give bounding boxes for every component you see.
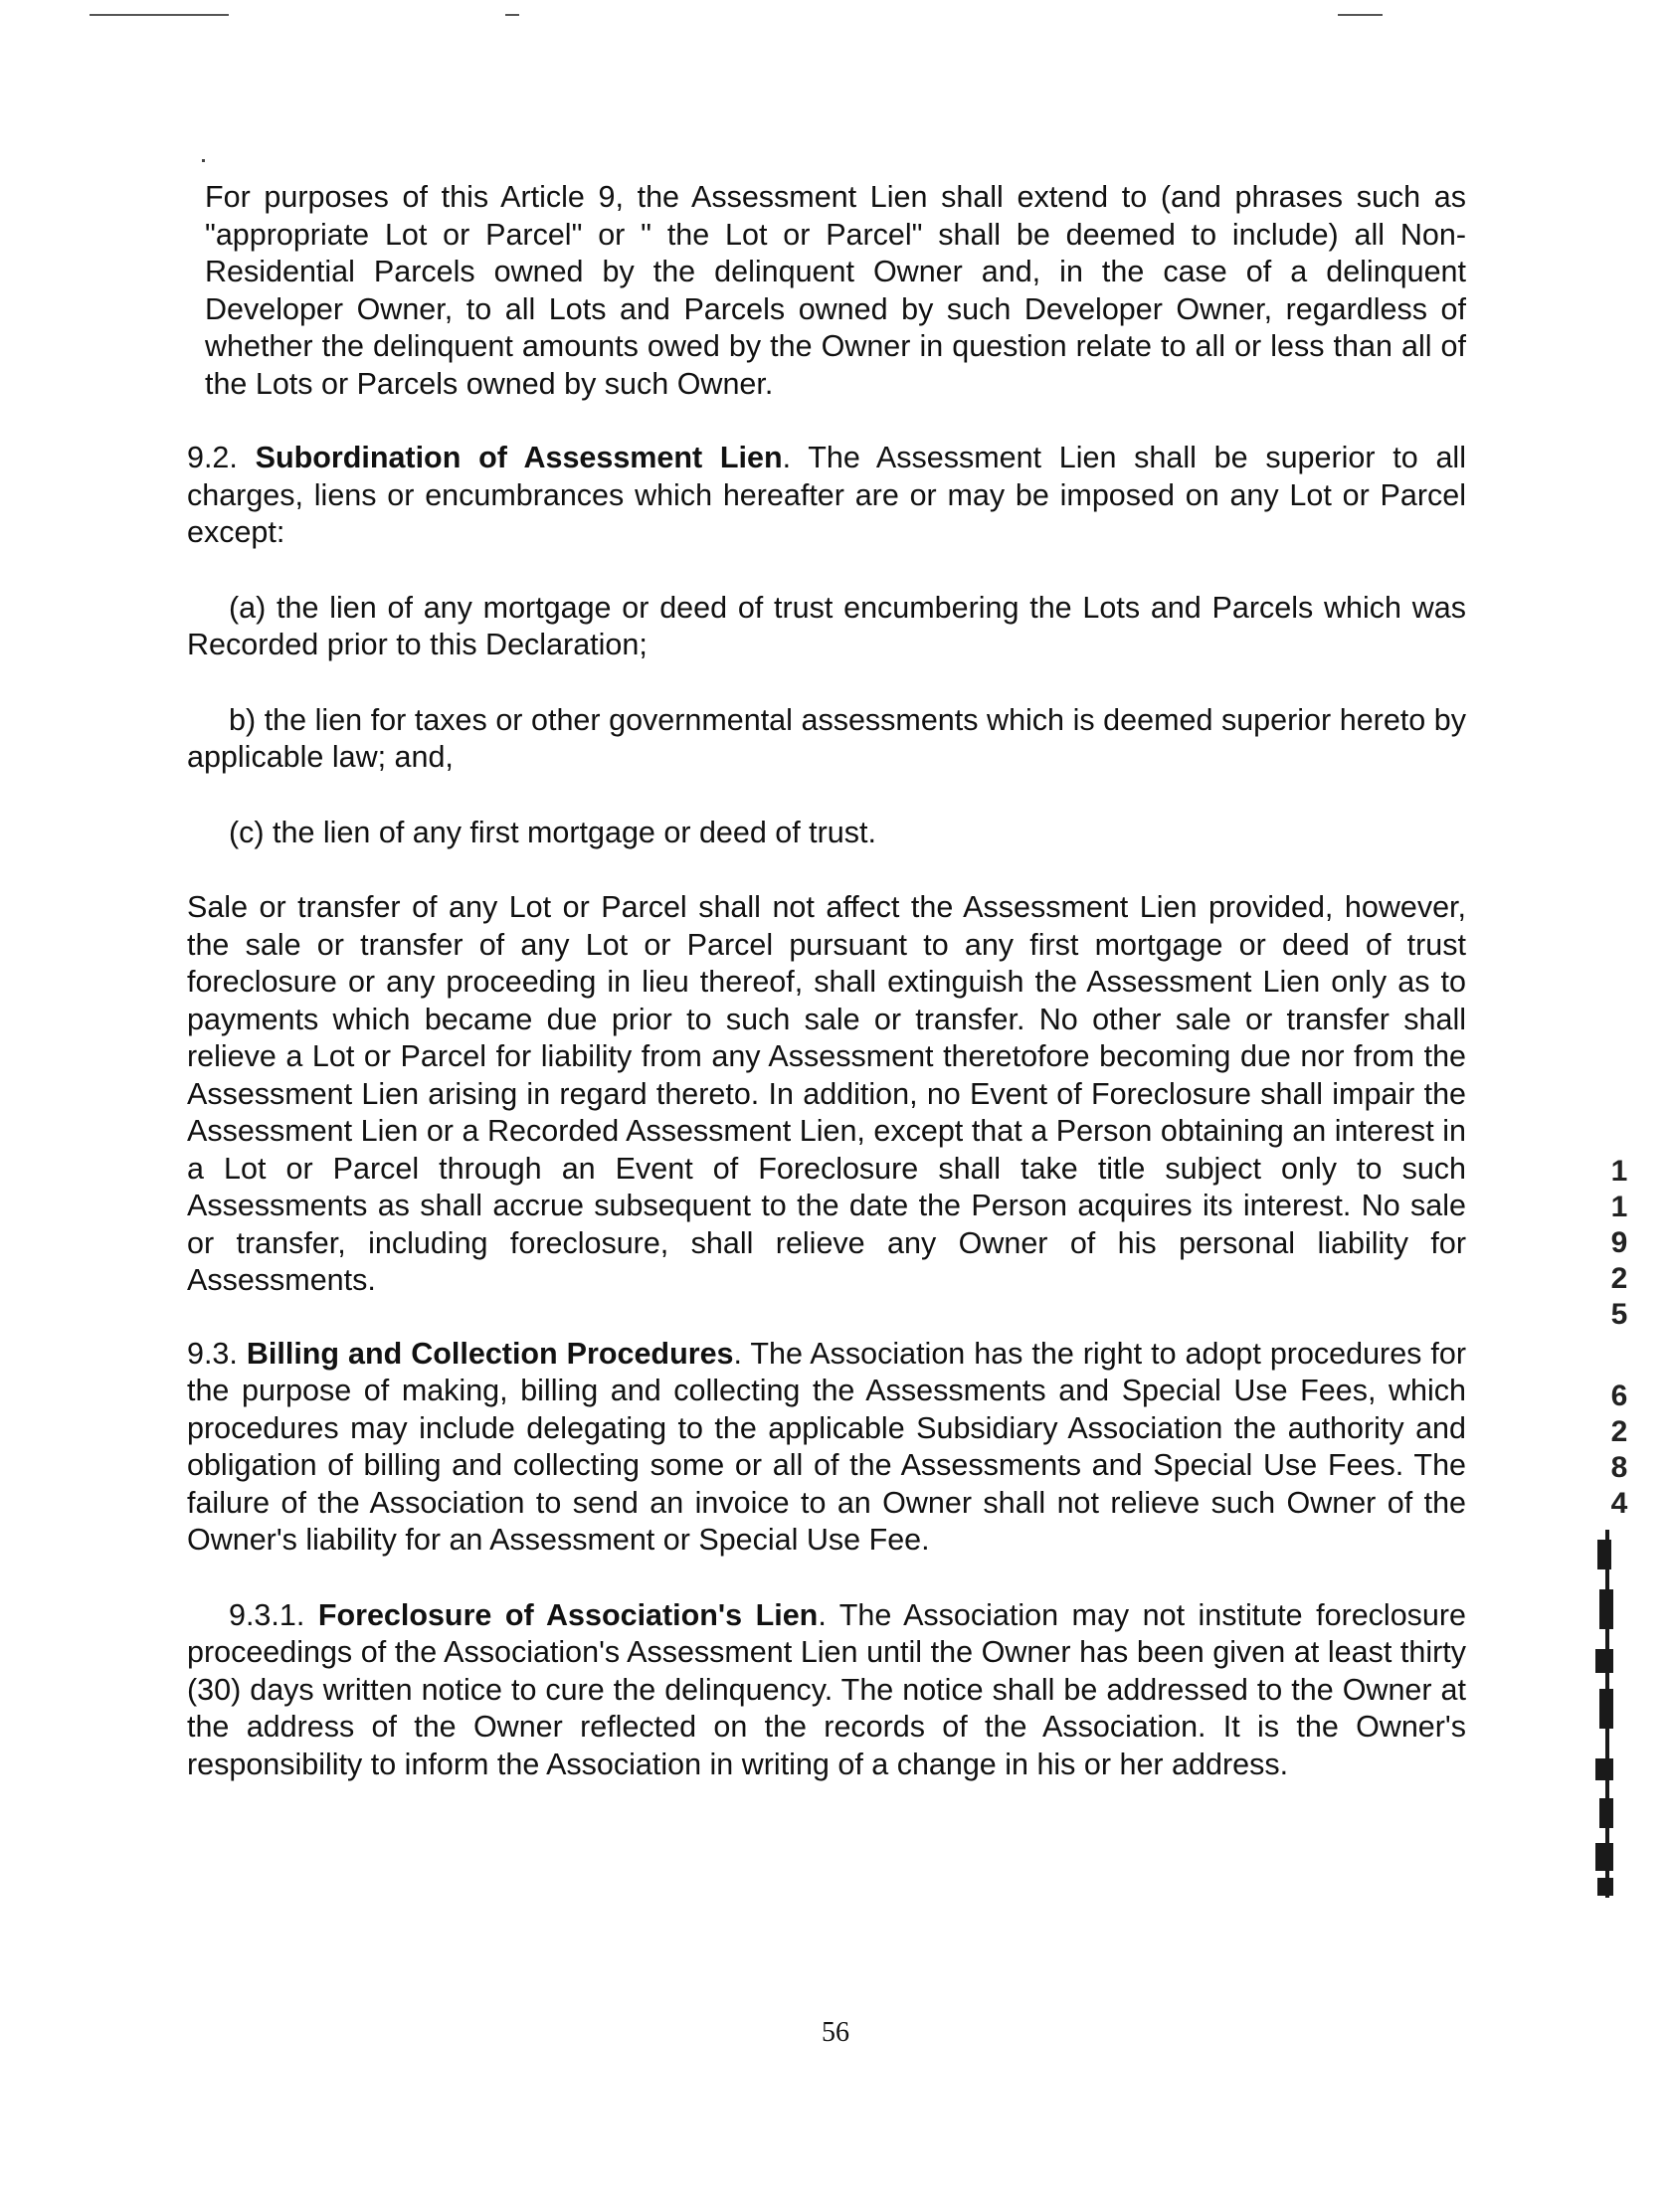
paragraph-article-9-intro [187,179,1466,403]
clause-text: b) the lien for taxes or other governmental assessments which is deemed superior hereto by applicable law; and, [187,702,1466,774]
clause-text: (a) the lien of any mortgage or deed of trust encumbering the Lots and Parcels which was Recorded prior to this Declaration; [187,590,1466,661]
section-text: . The Assessment Lien shall be superior to all charges, liens or encumbrances which hereafter are or may be imposed on any Lot or Parcel except: [187,441,1466,549]
paragraph-text: Sale or transfer of any Lot or Parcel shall not affect the Assessment Lien provided, however, the sale or transfer of any Lot or Parcel pursuant to any first mortgage or deed of trust foreclosure or any proceeding in lieu thereof, shall extinguish the Assessment Lien only as to payments which became due prior to such sale or transfer. No other sale or transfer shall relieve a Lot or Parcel for liability from any Assessment theretofore becoming due nor from the Assessment Lien arising in regard thereto. In addition, no Event of Foreclosure shall impair the Assessment Lien or a Recorded Assessment Lien, except that a Person obtaining an interest in a Lot or Parcel through an Event of Foreclosure shall take title subject only to such Assessments as shall accrue subsequent to the date the Person acquires its interest. No sale or transfer, including foreclosure, shall relieve any Owner of his personal liability for Assessments. [187,890,1466,1297]
section-number: 9.3.1. [229,1597,305,1632]
section-number: 9.3. [187,1336,238,1371]
stamp-digit: 6 [1610,1380,1628,1412]
section-9-2 [187,440,1466,552]
stamp-digit: 1 [1610,1155,1628,1188]
stamp-digit: 4 [1610,1487,1628,1520]
section-text: . The Association has the right to adopt procedures for the purpose of making, billing and collecting the Assessments and Special Use Fees, which procedures may include delegating to the applicable Subsidiary Association the authority and obligation of billing and collecting some or all of the Assessments and Special Use Fees. The failure of the Association to send an invoice to an Owner shall not relieve such Owner of the Owner's liability for an Assessment or Special Use Fee. [187,1336,1466,1557]
paragraph-text: For purposes of this Article 9, the Assessment Lien shall extend to (and phrases such as "appropriate Lot or Parcel" or " the Lot or Parcel" shall be deemed to include) all Non-Residential Parcels owned by the delinquent Owner and, in the case of a delinquent Developer Owner, to all Lots and Parcels owned by such Developer Owner, regardless of whether the delinquent amounts owed by the Owner in question relate to all or less than all of the Lots or Parcels owned by such Owner. [205,180,1466,401]
stamp-gap [1599,1333,1639,1379]
section-number: 9.2. [187,441,238,474]
scan-artifact-line [90,14,229,16]
paragraph-sale-or-transfer [187,889,1466,1300]
document-body [187,179,1466,1821]
clause-text: (c) the lien of any first mortgage or deed of trust. [229,815,876,849]
page-number: 56 [822,2017,849,2048]
stamp-digit: 1 [1610,1191,1628,1223]
clause-b [187,702,1466,777]
stamp-digit: 5 [1610,1298,1628,1331]
clause-a [187,590,1466,664]
section-heading: Foreclosure of Association's Lien [317,1597,819,1632]
section-9-3 [187,1336,1466,1560]
stamp-digit: 9 [1610,1226,1628,1259]
scan-artifact-line [505,14,519,16]
stamp-digit: 2 [1610,1262,1628,1295]
scan-artifact-line [1338,14,1383,16]
recording-number-stamp [1599,1154,1639,1522]
vertical-barcode-stamp [1593,1530,1623,1898]
stamp-digit: 8 [1610,1451,1628,1484]
section-text: . The Association may not institute foreclosure proceedings of the Association's Assessment Lien until the Owner has been given at least thirty (30) days written notice to cure the delinquency. The notice shall be addressed to the Owner at the address of the Owner reflected on the records of the Association. It is the Owner's responsibility to inform the Association in writing of a change in his or her address. [187,1597,1467,1781]
section-heading: Subordination of Assessment Lien [255,441,783,474]
section-heading: Billing and Collection Procedures [246,1336,734,1371]
stamp-digit: 2 [1610,1415,1628,1448]
scan-artifact-dot [202,159,205,162]
section-9-3-1 [187,1597,1466,1784]
clause-c [187,815,1466,852]
